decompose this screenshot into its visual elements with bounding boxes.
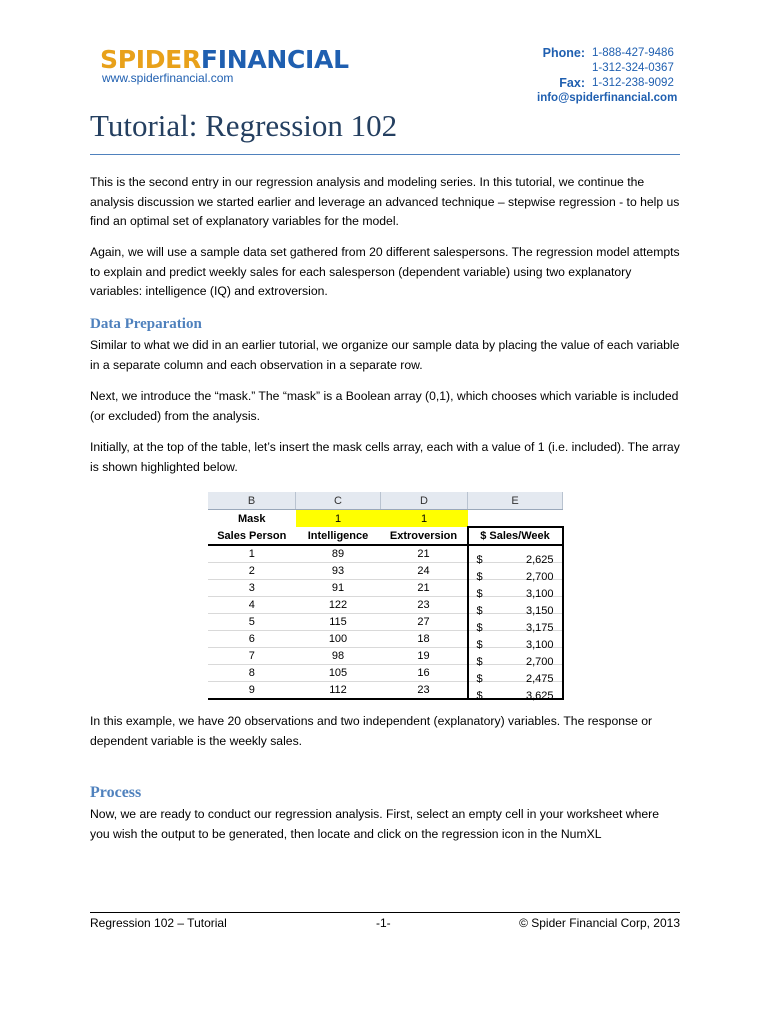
cell-sales-week <box>468 597 563 617</box>
cell-intelligence: 91 <box>296 580 381 597</box>
currency-symbol: $ <box>476 554 483 566</box>
mask-empty-cell <box>468 510 563 528</box>
currency-symbol: $ <box>476 588 483 600</box>
column-letter-e: E <box>468 492 563 510</box>
cell-sales-week <box>468 631 563 651</box>
cell-extroversion: 18 <box>381 631 468 648</box>
cell-sales-week <box>468 580 563 600</box>
cell-extroversion: 21 <box>381 580 468 597</box>
currency-symbol: $ <box>476 656 483 668</box>
currency-symbol: $ <box>476 690 483 702</box>
intro-paragraph-1: This is the second entry in our regression analysis and modeling series. In this tutorial, we continue the analysis discussion we started earlier and leverage an advanced technique – stepwise regression - to help us find an optimal set of explanatory variables for the model. <box>90 175 680 228</box>
table-row <box>208 682 563 700</box>
table-row <box>208 631 563 648</box>
fax-label: Fax: <box>559 76 585 90</box>
cell-sales-person: 3 <box>208 580 296 597</box>
table-row <box>208 545 563 563</box>
sales-amount: 3,150 <box>525 605 554 617</box>
intro-paragraph-2: Again, we will use a sample data set gathered from 20 different salespersons. The regression model attempts to explain and predict weekly sales for each salesperson (dependent variable) using two explanatory variables: intelligence (IQ) and extroversion. <box>90 245 680 298</box>
sales-amount: 3,100 <box>525 639 554 651</box>
mask-cell-intelligence: 1 <box>296 510 381 528</box>
cell-intelligence: 115 <box>296 614 381 631</box>
cell-sales-person: 5 <box>208 614 296 631</box>
cell-sales-person: 1 <box>208 545 296 563</box>
cell-sales-week <box>468 665 563 685</box>
data-prep-paragraph-1: Similar to what we did in an earlier tutorial, we organize our sample data by placing the value of each variable in a separate column and each observation in a separate row. <box>90 338 680 372</box>
table-row <box>208 648 563 665</box>
table-header-row <box>208 527 563 545</box>
logo-wordmark <box>100 46 349 74</box>
cell-extroversion: 24 <box>381 563 468 580</box>
currency-symbol: $ <box>476 673 483 685</box>
phone-row <box>520 46 680 61</box>
cell-sales-person: 8 <box>208 665 296 682</box>
currency-symbol: $ <box>476 639 483 651</box>
currency-symbol: $ <box>476 605 483 617</box>
process-heading: Process <box>90 784 142 801</box>
cell-extroversion: 21 <box>381 545 468 563</box>
cell-sales-week <box>468 682 563 700</box>
document-title: Tutorial: Regression 102 <box>90 108 398 143</box>
contact-block <box>520 46 680 106</box>
table-row <box>208 665 563 682</box>
sales-amount: 3,100 <box>525 588 554 600</box>
column-letter-row <box>208 492 563 510</box>
data-prep-paragraph-2: Next, we introduce the “mask.” The “mask” is a Boolean array (0,1), which chooses which variable is included (or excluded) from the analysis. <box>90 389 679 423</box>
sales-amount: 3,625 <box>525 690 554 702</box>
footer-page-number: -1- <box>376 916 391 930</box>
email-address: info@spiderfinancial.com <box>537 92 678 104</box>
footer-left: Regression 102 – Tutorial <box>90 916 227 930</box>
header-sales-week: $ Sales/Week <box>468 527 563 545</box>
sales-amount: 2,475 <box>525 673 554 685</box>
footer-copyright: © Spider Financial Corp, 2013 <box>519 916 680 930</box>
email-row <box>520 91 680 106</box>
table-row <box>208 563 563 580</box>
cell-sales-person: 6 <box>208 631 296 648</box>
table-row <box>208 597 563 614</box>
fax-row <box>520 76 680 91</box>
footer-divider <box>90 912 680 913</box>
mask-row <box>208 510 563 528</box>
cell-extroversion: 27 <box>381 614 468 631</box>
cell-extroversion: 16 <box>381 665 468 682</box>
cell-extroversion: 19 <box>381 648 468 665</box>
after-table-paragraph: In this example, we have 20 observations and two independent (explanatory) variables. The response or dependent variable is the weekly sales. <box>90 714 653 748</box>
cell-sales-week <box>468 563 563 583</box>
spider-financial-logo <box>100 46 349 85</box>
logo-financial-text: FINANCIAL <box>200 45 349 74</box>
table-row <box>208 614 563 631</box>
logo-url: www.spiderfinancial.com <box>102 71 234 85</box>
mask-cell-extroversion: 1 <box>381 510 468 528</box>
cell-intelligence: 100 <box>296 631 381 648</box>
cell-intelligence: 112 <box>296 682 381 700</box>
phone-number-1: 1-888-427-9486 <box>592 47 674 59</box>
phone-number-2: 1-312-324-0367 <box>592 62 674 74</box>
cell-intelligence: 105 <box>296 665 381 682</box>
sales-amount: 2,625 <box>525 554 554 566</box>
cell-sales-person: 2 <box>208 563 296 580</box>
cell-sales-person: 9 <box>208 682 296 700</box>
title-divider <box>90 154 680 155</box>
sales-amount: 2,700 <box>525 571 554 583</box>
phone-label: Phone: <box>542 46 585 60</box>
data-preparation-heading: Data Preparation <box>90 316 202 332</box>
currency-symbol: $ <box>476 571 483 583</box>
logo-spider-text: SPIDER <box>100 45 201 74</box>
sales-amount: 2,700 <box>525 656 554 668</box>
column-letter-b: B <box>208 492 296 510</box>
cell-intelligence: 122 <box>296 597 381 614</box>
cell-sales-week <box>468 545 563 566</box>
phone-row-2 <box>520 61 680 76</box>
column-letter-d: D <box>381 492 468 510</box>
cell-intelligence: 98 <box>296 648 381 665</box>
column-letter-c: C <box>296 492 381 510</box>
sales-amount: 3,175 <box>525 622 554 634</box>
process-paragraph-1: Now, we are ready to conduct our regression analysis. First, select an empty cell in your worksheet where you wish the output to be generated, then locate and click on the regression icon in the NumXL <box>90 807 660 841</box>
header-extroversion: Extroversion <box>381 527 468 545</box>
currency-symbol: $ <box>476 622 483 634</box>
cell-extroversion: 23 <box>381 682 468 700</box>
cell-sales-person: 4 <box>208 597 296 614</box>
table-body <box>208 545 563 702</box>
cell-sales-week <box>468 648 563 668</box>
table-row <box>208 580 563 597</box>
header-intelligence: Intelligence <box>296 527 381 545</box>
fax-number: 1-312-238-9092 <box>592 77 674 89</box>
sales-data-table <box>208 492 564 700</box>
cell-intelligence: 89 <box>296 545 381 563</box>
cell-sales-week <box>468 614 563 634</box>
header-sales-person: Sales Person <box>208 527 296 545</box>
data-prep-paragraph-3: Initially, at the top of the table, let’s insert the mask cells array, each with a value of 1 (i.e. included). The array is shown highlighted below. <box>90 440 680 474</box>
cell-intelligence: 93 <box>296 563 381 580</box>
cell-sales-person: 7 <box>208 648 296 665</box>
mask-label: Mask <box>237 512 266 525</box>
cell-extroversion: 23 <box>381 597 468 614</box>
